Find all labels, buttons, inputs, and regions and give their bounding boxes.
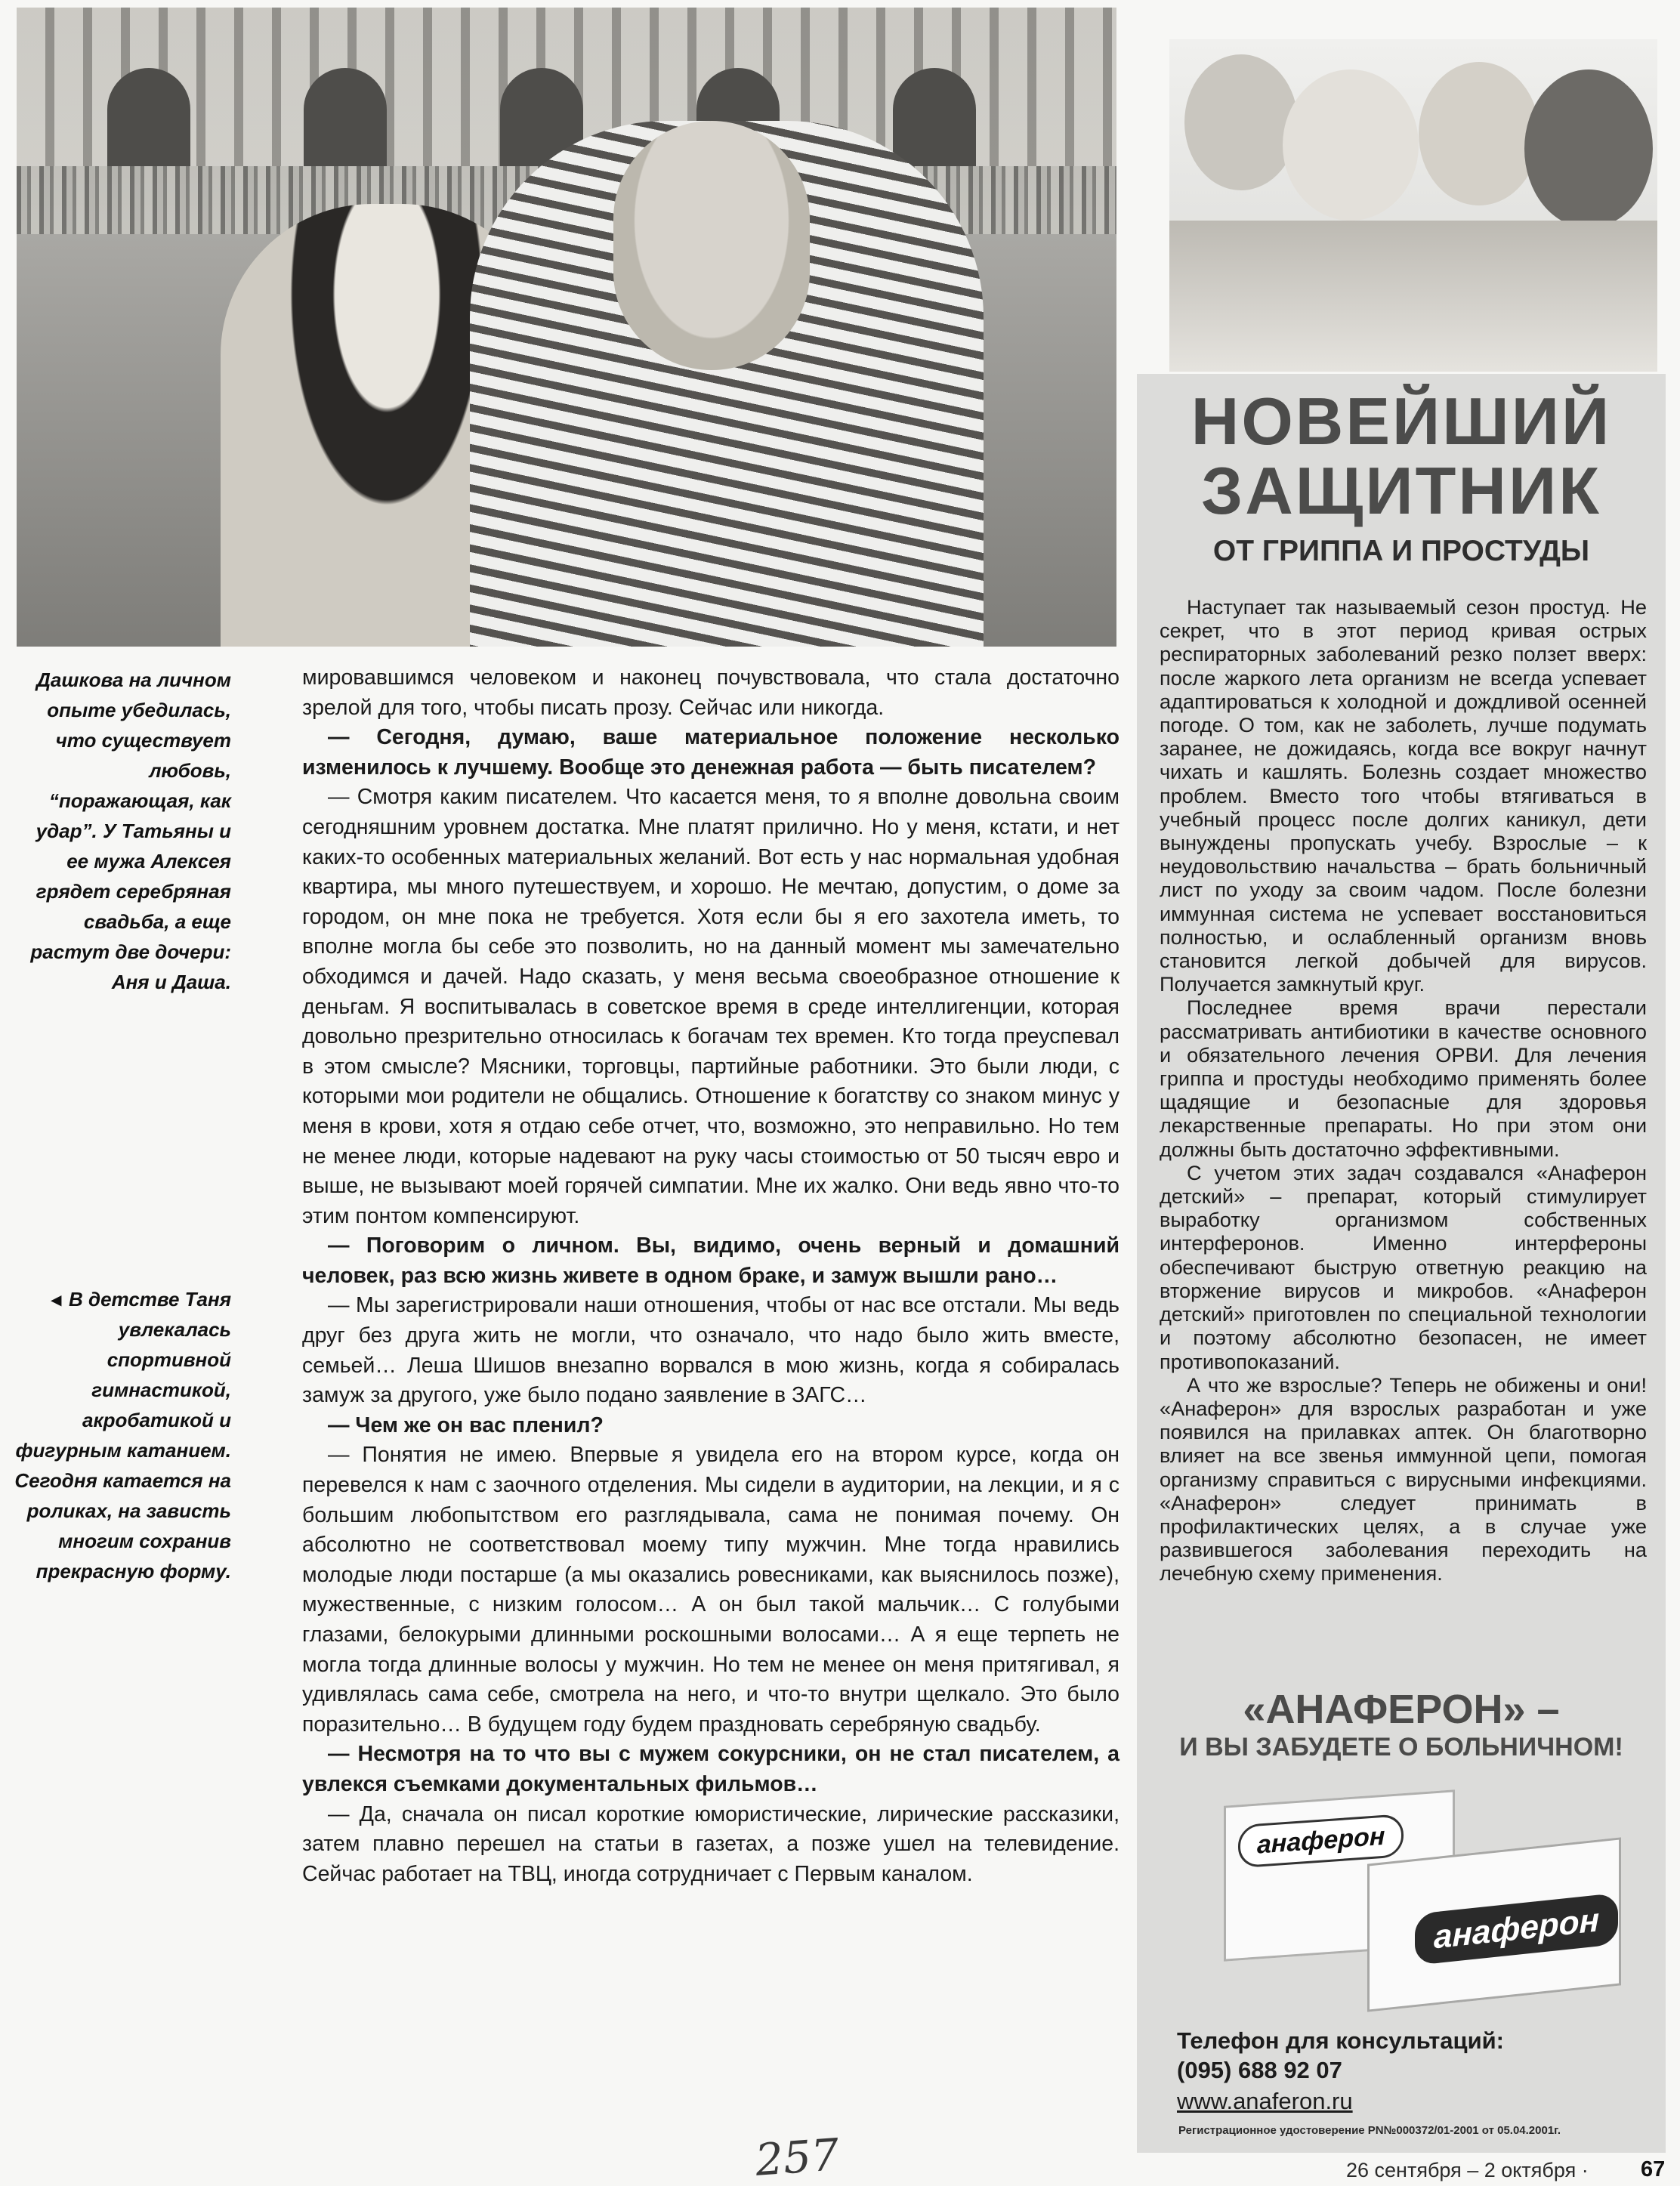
photo-caption: Дашкова на личном опыте убедилась, что существует любовь, “поражающая, как удар”. У Татьяны и ее мужа Алексея грядет серебряная свадьба, а еще растут две дочери: Аня и Даша. bbox=[30, 668, 231, 993]
interview-answer: — Мы зарегистрировали наши отношения, чтобы от нас все отстали. Мы ведь друг без друга жить не могли, что означало, что надо было жить вместе, семьей… Леша Шишов внезапно ворвался в мою жизнь, когда я собиралась замуж за другого, уже было подано заявление в ЗАГС… bbox=[302, 1293, 1119, 1408]
photo-father bbox=[1524, 69, 1653, 228]
interview-answer: — Да, сначала он писал короткие юмористические, лирические рассказики, затем плавно перешел на статьи в газетах, а позже ушел на телевидение. Сейчас работает на ТВЦ, иногда сотрудничает с Первым каналом. bbox=[302, 1802, 1119, 1886]
handwritten-number: 257 bbox=[753, 2129, 841, 2186]
interview-question: — Сегодня, думаю, ваше материальное положение несколько изменилось к лучшему. Вообще это денежная работа — быть писателем? bbox=[302, 725, 1119, 780]
interview-question: — Чем же он вас пленил? bbox=[328, 1413, 604, 1437]
registration-note: Регистрационное удостоверение РN№000372/01-2001 от 05.04.2001г. bbox=[1178, 2124, 1561, 2137]
ad-paragraph: С учетом этих задач создавался «Анаферон детский» – препарат, который стимулирует выработку организмом собственных интерферонов. Именно интерфероны обеспечивают быструю ответную реакцию на вторжение вирусов и микробов. «Анаферон детский» приготовлен по специальной технологии и поэтому абсолютно безопасен, не имеет противопоказаний. bbox=[1160, 1160, 1647, 1373]
interview-answer: — Понятия не имею. Впервые я увидела его на втором курсе, когда он перевелся к нам с заочного отделения. Мы сидели в аудитории, на лекции, и я с большим любопытством его разглядывала, сама не понимая почему. Он абсолютно не соответствовал моему типу мужчин. Мне тогда нравились молодые люди постарше (а мы оказались ровесниками, как выяснилось позже), мужественные, с низким голосом… А он был такой мальчик… С голубыми глазами, белокурыми длинными роскошными волосами… А я еще терпеть не могла тогда длинные волосы у мужчин. Но тем не менее он меня притягивал, я удивлялась сама себе, смотрела на него, и что-то внутри щелкало. Это было поразительно… В будущем году будем праздновать серебряную свадьбу. bbox=[302, 1443, 1119, 1737]
photo-man-head bbox=[613, 121, 810, 370]
article-paragraph: мировавшимся человеком и наконец почувствовала, что стала достаточно зрелой для того, чтобы писать прозу. Сейчас или никогда. bbox=[302, 665, 1119, 720]
website-link[interactable]: www.anaferon.ru bbox=[1177, 2088, 1353, 2114]
interview-question: — Поговорим о личном. Вы, видимо, очень верный и домашний человек, раз всю жизнь живете в одном браке, и замуж вышли рано… bbox=[302, 1233, 1119, 1288]
ad-family-photo bbox=[1169, 39, 1657, 372]
ad-slogan: «АНАФЕРОН» – bbox=[1243, 1687, 1560, 1732]
ad-paragraph: Последнее время врачи перестали рассматривать антибиотики в качестве основного и обязательного лечения ОРВИ. Для лечения гриппа и простуды необходимо применять более щадящие и безопасные для здоровья лекарственные препараты. Но при этом они должны быть достаточно эффективными. bbox=[1160, 996, 1647, 1161]
photo-mother bbox=[1283, 69, 1419, 221]
photo-arch bbox=[107, 68, 190, 166]
ad-title-line2: ЗАЩИТНИК bbox=[1201, 453, 1601, 528]
interview-question: — Несмотря на то что вы с мужем сокурсники, он не стал писателем, а увлекся съемками документальных фильмов… bbox=[302, 1742, 1119, 1796]
main-photo bbox=[17, 8, 1116, 647]
ad-body-text bbox=[1160, 595, 1647, 1585]
product-box-adult bbox=[1367, 1837, 1621, 2012]
product-logo: анаферон bbox=[1415, 1893, 1618, 1965]
phone-number: (095) 688 92 07 bbox=[1177, 2057, 1342, 2083]
phone-label: Телефон для консультаций: bbox=[1177, 2027, 1505, 2054]
page-number: 67 bbox=[1641, 2157, 1666, 2181]
photo-arch bbox=[893, 68, 976, 166]
product-logo: анаферон bbox=[1238, 1814, 1404, 1868]
article-body bbox=[302, 663, 1119, 1889]
ad-title-line1: НОВЕЙШИЙ bbox=[1191, 384, 1612, 459]
photo-girl bbox=[1184, 54, 1298, 190]
side-caption-text: В детстве Таня увлекалась спортивной гимнастикой, акробатикой и фигурным катанием. Сегодня катается на роликах, на зависть многим сохранив прекрасную форму. bbox=[14, 1288, 231, 1582]
interview-answer: — Смотря каким писателем. Что касается меня, то я вполне довольна своим сегодняшним уровнем достатка. Мне платят прилично. Но у меня, кстати, и нет каких-то особенных материальных желаний. Вот есть у нас нормальная удобная квартира, мы много путешествуем, и хорошо. Не мечтаю, допустим, о доме за городом, он мне пока не требуется. Хотя если бы я его захотела иметь, то вполне могла бы себе это позволить, но на данный момент мы замечательно обходимся и дачей. Надо сказать, у меня весьма своеобразное отношение к деньгам. Я воспитывалась в советское время в среде интеллигенции, которая довольно презрительно относилась к богачам тех времен. Кто тогда преуспевал в этом смысле? Мясники, торговцы, партийные работники. Это были люди, с которыми мои родители не общались. Отношение к богатству со знаком минус у меня в крови, хотя я отдаю себе отчет, что, возможно, это неправильно. Но тем не менее люди, которые надевают на руку часы стоимостью от 50 тысяч евро и выше, не вызывают моей горячей симпатии. Мне их жалко. Они ведь явно что-то этим понтом компенсируют. bbox=[302, 785, 1119, 1228]
product-packages bbox=[1216, 1768, 1639, 2017]
side-caption bbox=[5, 1284, 231, 1586]
caption-arrow-icon: ◂ bbox=[51, 1288, 62, 1311]
photo-arch bbox=[304, 68, 387, 166]
ad-paragraph: Наступает так называемый сезон простуд. Не секрет, что в этот период кривая острых респираторных заболеваний резко ползет вверх: после жаркого лета организм не всегда успевает адаптироваться к холодной и дождливой осенней погоде. О том, как не заболеть, лучше подумать заранее, не дожидаясь, когда все вокруг начнут чихать и кашлять. Болезнь создает множество проблем. Вместо того чтобы втягиваться в учебный процесс после долгих каникул, дети вынуждены пропускать учебу. Взрослые – к неудовольствию начальства – брать больничный лист по уходу за своим чадом. После болезни иммунная система не успевает восстановиться полностью, и ослабленный организм вновь становится легкой добычей для вирусов. Получается замкнутый круг. bbox=[1160, 595, 1647, 996]
issue-date: 26 сентября – 2 октября · bbox=[1346, 2159, 1589, 2181]
ad-slogan-line2: И ВЫ ЗАБУДЕТЕ О БОЛЬНИЧНОМ! bbox=[1179, 1733, 1623, 1761]
photo-boy bbox=[1419, 62, 1539, 205]
photo-bodies bbox=[1169, 221, 1657, 372]
ad-paragraph: А что же взрослые? Теперь не обижены и они! «Анаферон» для взрослых разработан и уже появился на прилавках аптек. Он благотворно влияет на все звенья иммунной цепи, помогая организму справиться с вирусными инфекциями. «Анаферон» следует принимать в профилактических целях, а в случае уже развившегося заболевания переходить на лечебную схему применения. bbox=[1160, 1372, 1647, 1585]
ad-subtitle: ОТ ГРИППА И ПРОСТУДЫ bbox=[1212, 535, 1590, 567]
